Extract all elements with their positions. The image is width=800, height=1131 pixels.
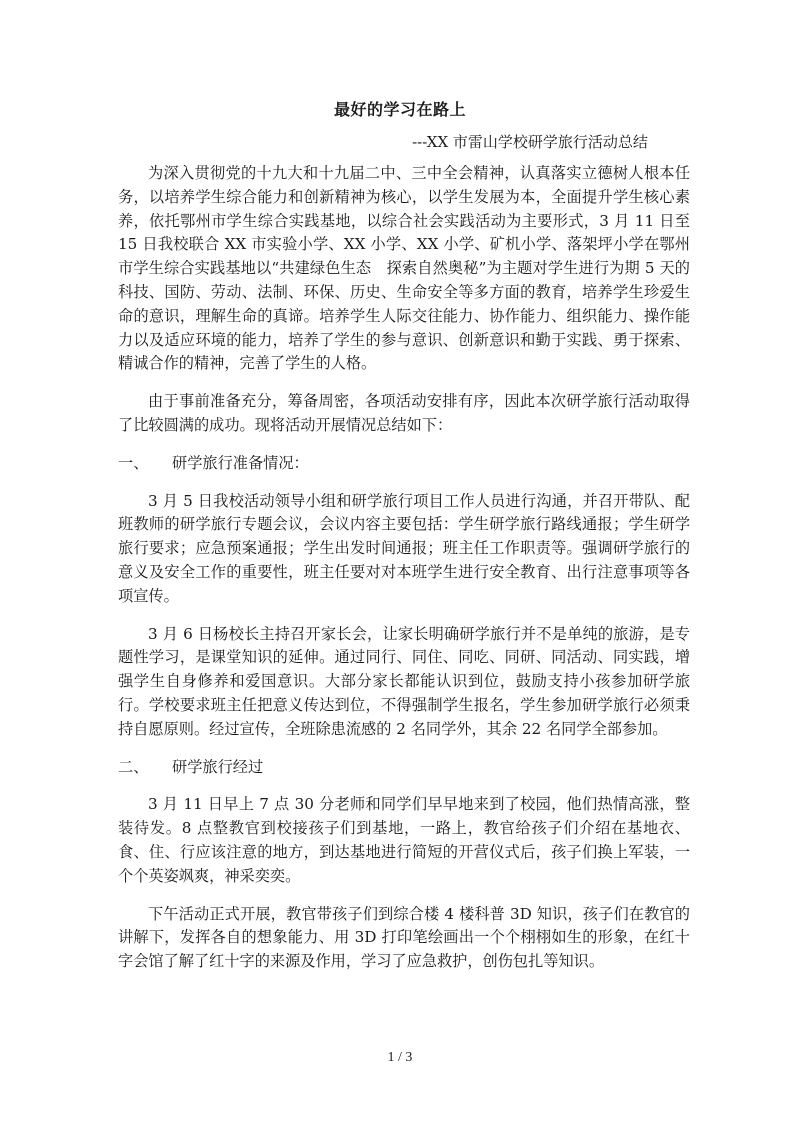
intro-paragraph-2: 由于事前准备充分，筹备周密，各项活动安排有序，因此本次研学旅行活动取得了比较圆满的成功。现将活动开展情况总结如下：: [118, 392, 690, 434]
intro-paragraph-1: 为深入贯彻党的十九大和十九届二中、三中全会精神，认真落实立德树人根本任务，以培养学生综合能力和创新精神为核心，以学生发展为本，全面提升学生核心素养，依托鄂州市学生综合实践基地，以综合社会实践活动为主要形式，3 月 11 日至 15 日我校联合 XX 市实验小学、XX 小学、XX 小学、矿机小学、落架坪小学在鄂州市学生综合实践基地以“共建绿色生态 探索自然奥秘”为主题对学生进行为期 5 天的科技、国防、劳动、法制、环保、历史、生命安全等多方面的教育，培养学生珍爱生命的意识，理解生命的真谛。培养学生人际交往能力、协作能力、组织能力、操作能力以及适应环境的能力，培养了学生的参与意识、创新意识和勤于实践、勇于探索、精诚合作的精神，完善了学生的人格。: [118, 164, 690, 373]
section-2-heading: [118, 756, 690, 780]
section-2-paragraph-1: 3 月 11 日早上 7 点 30 分老师和同学们早早地来到了校园，他们热情高涨，整装待发。8 点整教官到校接孩子们到基地，一路上，教官给孩子们介绍在基地衣、食、住、行应该注意的地方，到达基地进行简短的开营仪式后，孩子们换上军装，一个个英姿飒爽，神采奕奕。: [118, 795, 690, 885]
section-1-number: 一、: [118, 453, 149, 472]
section-1-heading: [118, 452, 690, 476]
section-2-number: 二、: [118, 757, 149, 776]
page-number: 1 / 3: [387, 1050, 413, 1065]
section-1-paragraph-2: 3 月 6 日杨校长主持召开家长会，让家长明确研学旅行并不是单纯的旅游，是专题性学习，是课堂知识的延伸。通过同行、同住、同吃、同研、同活动、同实践，增强学生自身修养和爱国意识。大部分家长都能认识到位，鼓励支持小孩参加研学旅行。学校要求班主任把意义传达到位，不得强制学生报名，学生参加研学旅行必须秉持自愿原则。经过宣传，全班除患流感的 2 名同学外，其余 22 名同学全部参加。: [118, 624, 690, 738]
section-2-title: 研学旅行经过: [172, 757, 264, 776]
section-2-paragraph-2: 下午活动正式开展，教官带孩子们到综合楼 4 楼科普 3D 知识，孩子们在教官的讲解下，发挥各自的想象能力、用 3D 打印笔绘画出一个个栩栩如生的形象，在红十字会馆了解了红十字的来源及作用，学习了应急救护，创伤包扎等知识。: [118, 904, 690, 971]
document-body: [118, 162, 690, 988]
document-title: 最好的学习在路上: [333, 100, 466, 119]
section-1-paragraph-1: 3 月 5 日我校活动领导小组和研学旅行项目工作人员进行沟通，并召开带队、配班教师的研学旅行专题会议，会议内容主要包括：学生研学旅行路线通报；学生研学旅行要求；应急预案通报；学生出发时间通报；班主任工作职责等。强调研学旅行的意义及安全工作的重要性，班主任要对对本班学生进行安全教育、出行注意事项等各项宣传。: [118, 491, 690, 605]
section-1-title: 研学旅行准备情况：: [172, 453, 309, 472]
document-subtitle: ---XX 市雷山学校研学旅行活动总结: [412, 133, 648, 151]
